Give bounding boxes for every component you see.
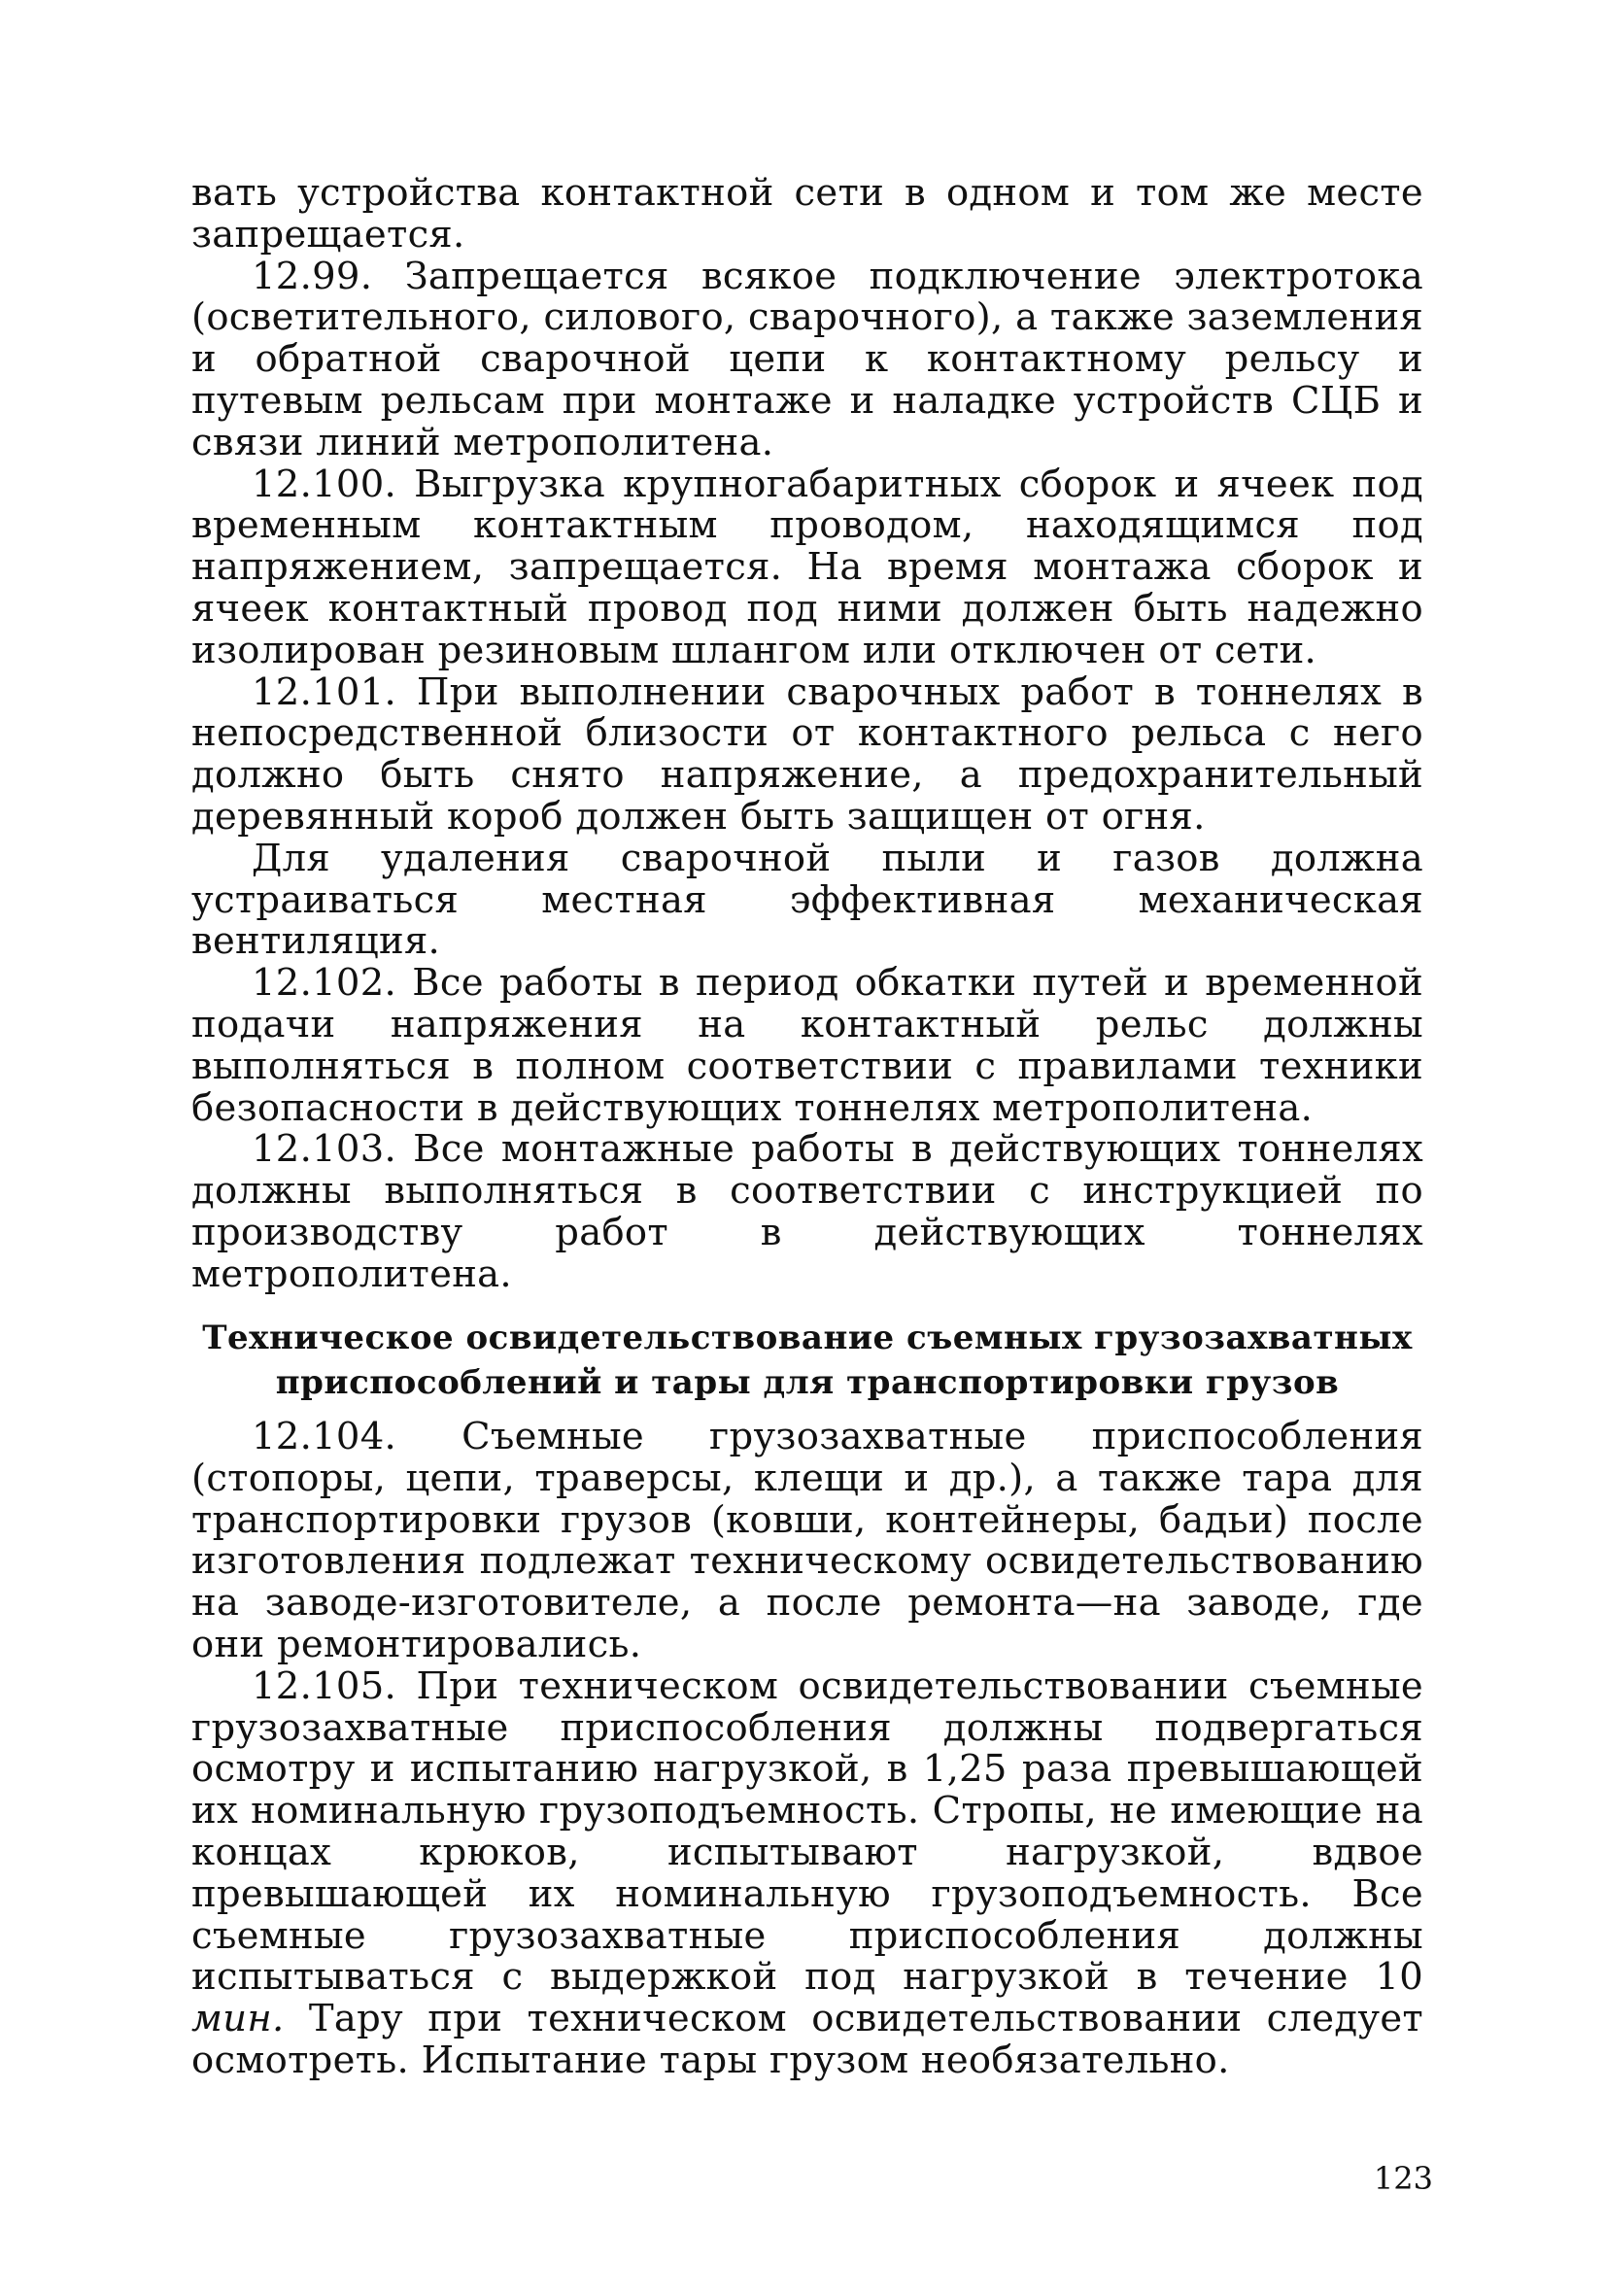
text-section-top	[191, 173, 1423, 1296]
paragraph-12-99: 12.99. Запрещается всякое подключение электротока (осветительного, силового, сварочного), а также заземления и обратной сварочной цепи к контактному рельсу и путевым рельсам при монтаже и наладке устройств СЦБ и связи линий метрополитена.	[191, 254, 1423, 464]
paragraph-12-105-part-1: 12.105. При техническом освидетельствовании съемные грузозахватные приспособления должны подвергаться осмотру и испытанию нагрузкой, в 1,25 раза превышающей их номинальную грузоподъемность. Стропы, не имеющие на концах крюков, испытывают нагрузкой, вдвое превышающей их номинальную грузоподъемность. Все съемные грузозахватные приспособления должны испытываться с выдержкой под нагрузкой в течение 10	[191, 1663, 1423, 2000]
paragraph-12-103: 12.103. Все монтажные работы в действующих тоннелях должны выполняться в соответствии с инструкцией по производству работ в действующих тоннелях метрополитена.	[191, 1127, 1423, 1296]
section-heading-line-1: Техническое освидетельствование съемных грузозахватных	[202, 1319, 1413, 1357]
page-number: 123	[1373, 2160, 1433, 2197]
paragraph-12-101-ventilation: Для удаления сварочной пыли и газов должна устраиваться местная эффективная механическая вентиляция.	[191, 836, 1423, 964]
section-heading	[191, 1316, 1423, 1405]
paragraph-12-105-part-2: Тару при техническом освидетельствовании следует осмотреть. Испытание тары грузом необязательно.	[191, 1997, 1423, 2082]
paragraph-12-105-unit: мин.	[191, 1997, 285, 2041]
paragraph-12-102: 12.102. Все работы в период обкатки путей и временной подачи напряжения на контактный рельс должны выполняться в полном соответствии с правилами техники безопасности в действующих тоннелях метрополитена.	[191, 961, 1423, 1130]
paragraph-12-101: 12.101. При выполнении сварочных работ в тоннелях в непосредственной близости от контактного рельса с него должно быть снято напряжение, а предохранительный деревянный короб должен быть защищен от огня.	[191, 669, 1423, 839]
paragraph-12-105	[191, 1663, 1423, 2082]
paragraph-continuation: вать устройства контактной сети в одном и том же месте запрещается.	[191, 171, 1423, 257]
paragraph-12-104: 12.104. Съемные грузозахватные приспособления (стопоры, цепи, траверсы, клещи и др.), а также тара для транспортировки грузов (ковши, контейнеры, бадьи) после изготовления подлежат техническому освидетельствованию на заводе-изготовителе, а после ремонта—на заводе, где они ремонтировались.	[191, 1415, 1423, 1666]
text-section-bottom	[191, 1417, 1423, 2082]
section-heading-line-2: приспособлений и тары для транспортировки грузов	[275, 1363, 1340, 1402]
paragraph-12-100: 12.100. Выгрузка крупногабаритных сборок и ячеек под временным контактным проводом, находящимся под напряжением, запрещается. На время монтажа сборок и ячеек контактный провод под ними должен быть надежно изолирован резиновым шлангом или отключен от сети.	[191, 462, 1423, 672]
